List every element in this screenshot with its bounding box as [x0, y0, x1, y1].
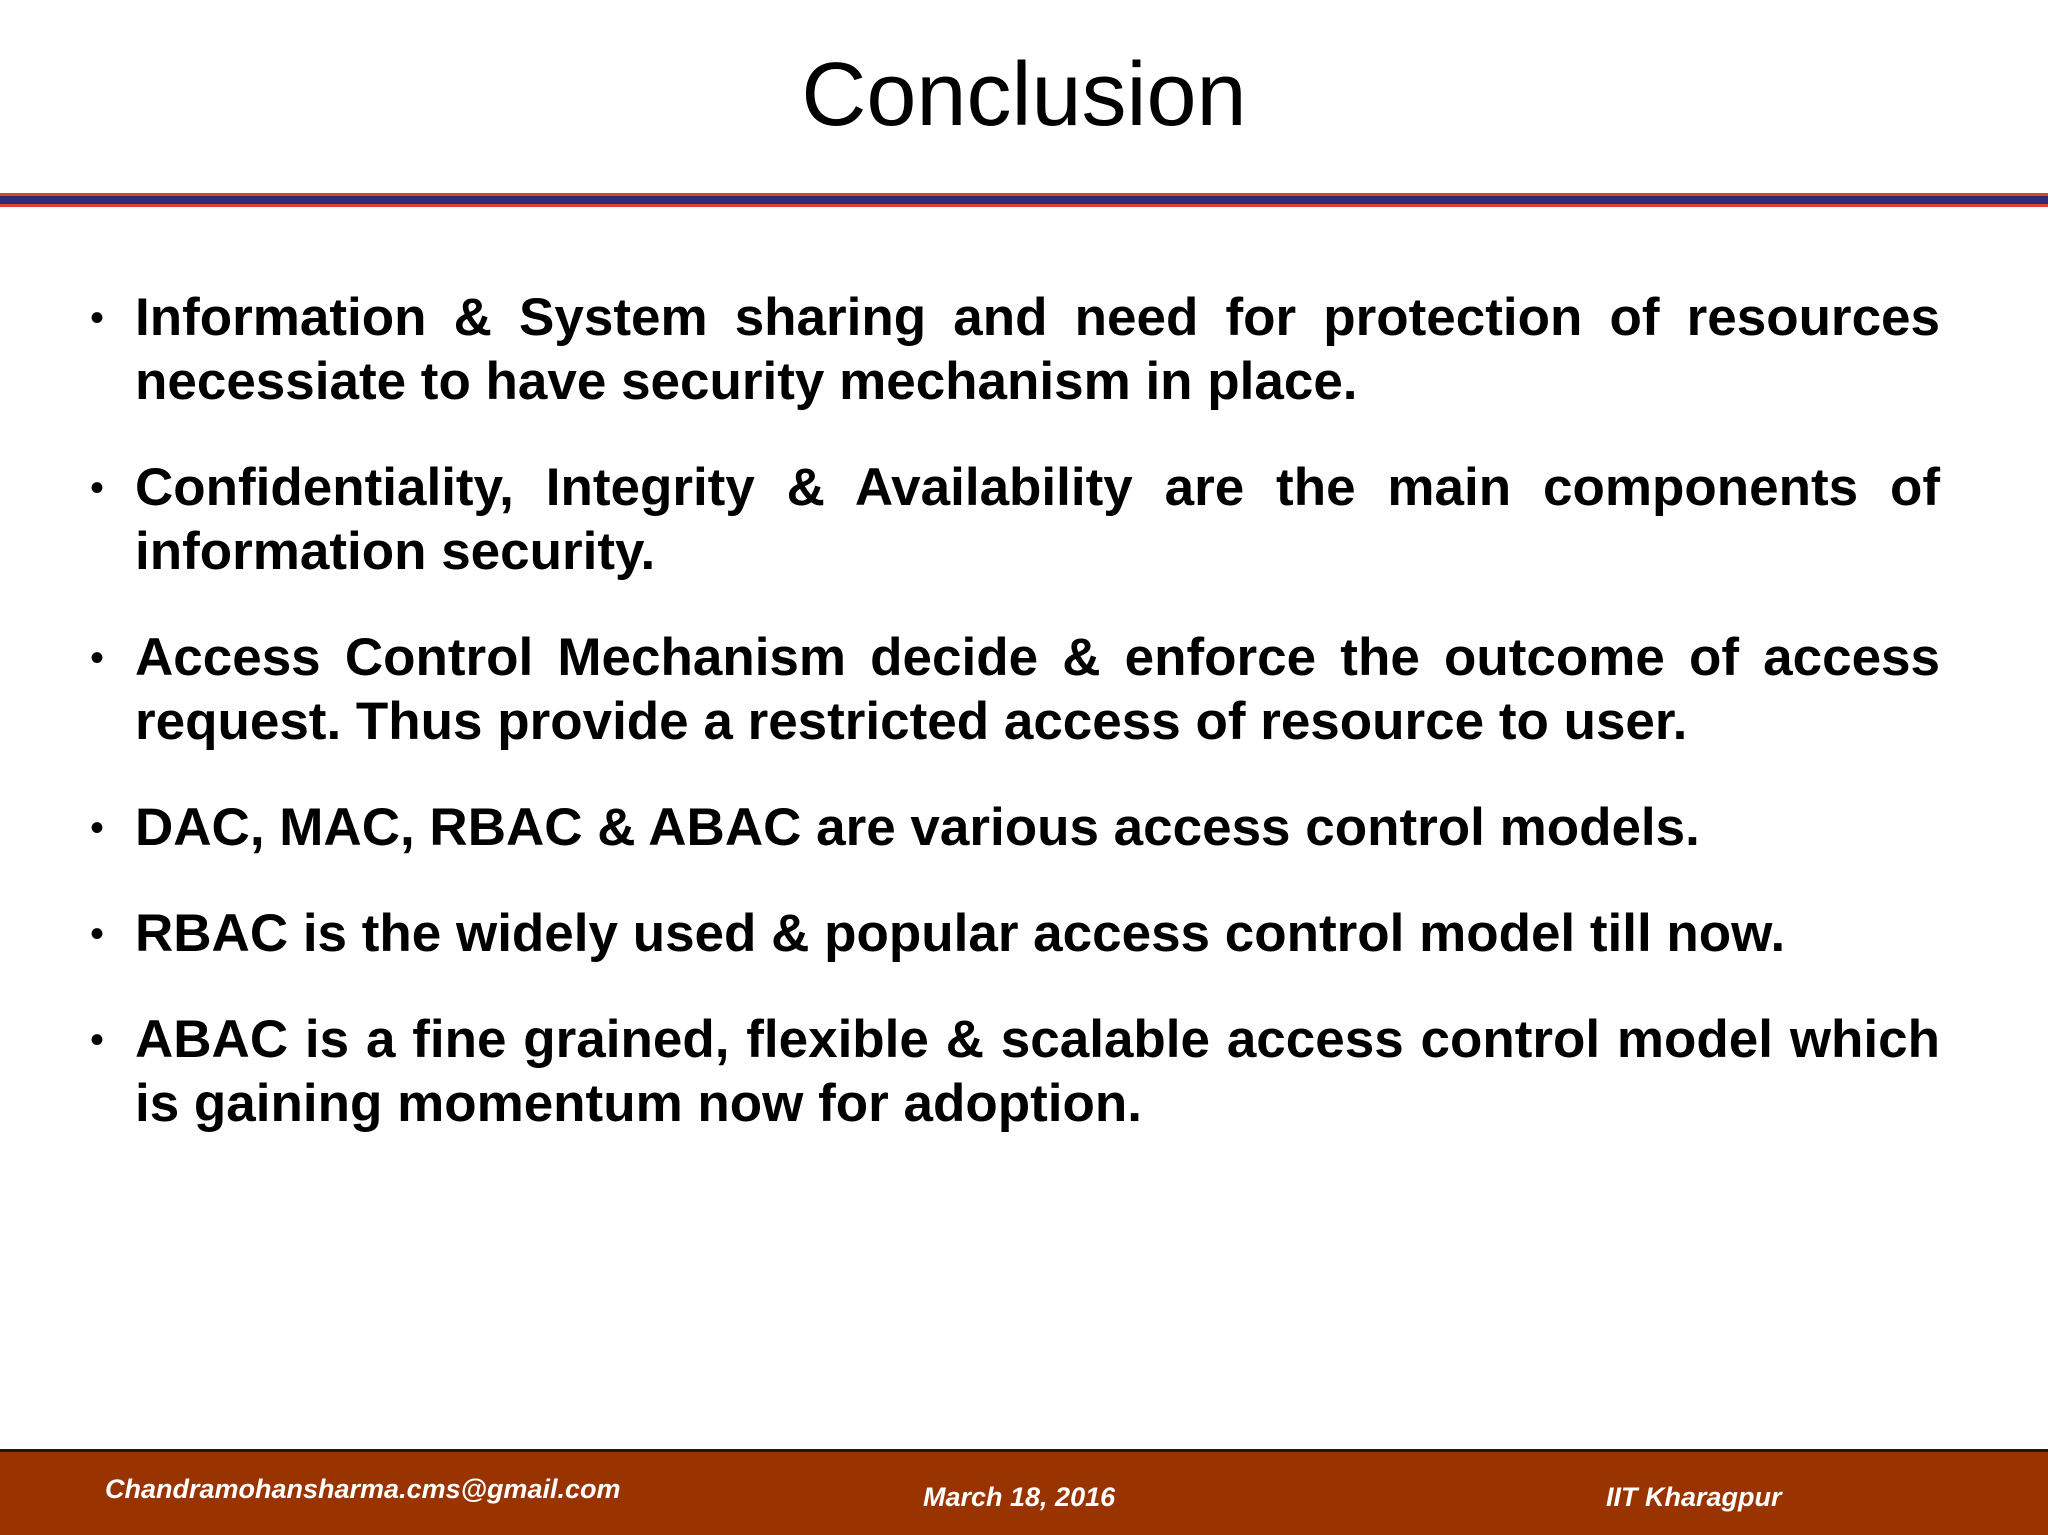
bullet-item: [90, 1008, 1940, 1136]
bullet-dot-icon: •: [90, 912, 105, 956]
bullet-dot-icon: •: [90, 466, 105, 510]
footer-email: Chandramohansharma.cms@gmail.com: [105, 1474, 621, 1504]
bullet-item: [90, 286, 1940, 414]
footer-organization: IIT Kharagpur: [1606, 1482, 1782, 1512]
slide-title: Conclusion: [801, 45, 1247, 145]
bullet-text: Access Control Mechanism decide & enforce the outcome of access request. Thus provide a restricted access of resource to user.: [135, 628, 1940, 751]
bullet-dot-icon: •: [90, 636, 105, 680]
footer-bar: [0, 1449, 2048, 1535]
bullet-item: [90, 456, 1940, 584]
bullet-list: [90, 286, 1940, 1178]
footer-date: March 18, 2016: [923, 1482, 1116, 1512]
bullet-text: Confidentiality, Integrity & Availability are the main components of information security.: [135, 458, 1940, 581]
bullet-item: [90, 796, 1940, 860]
bullet-text: ABAC is a fine grained, flexible & scalable access control model which is gaining momentum now for adoption.: [135, 1010, 1940, 1133]
bullet-item: [90, 902, 1940, 966]
bullet-text: Information & System sharing and need for protection of resources necessiate to have security mechanism in place.: [135, 288, 1940, 411]
bullet-dot-icon: •: [90, 296, 105, 340]
bullet-text: RBAC is the widely used & popular access control model till now.: [135, 904, 1786, 963]
bullet-dot-icon: •: [90, 806, 105, 850]
bullet-item: [90, 626, 1940, 754]
title-divider: [0, 193, 2048, 207]
bullet-text: DAC, MAC, RBAC & ABAC are various access control models.: [135, 798, 1700, 857]
bullet-dot-icon: •: [90, 1018, 105, 1062]
